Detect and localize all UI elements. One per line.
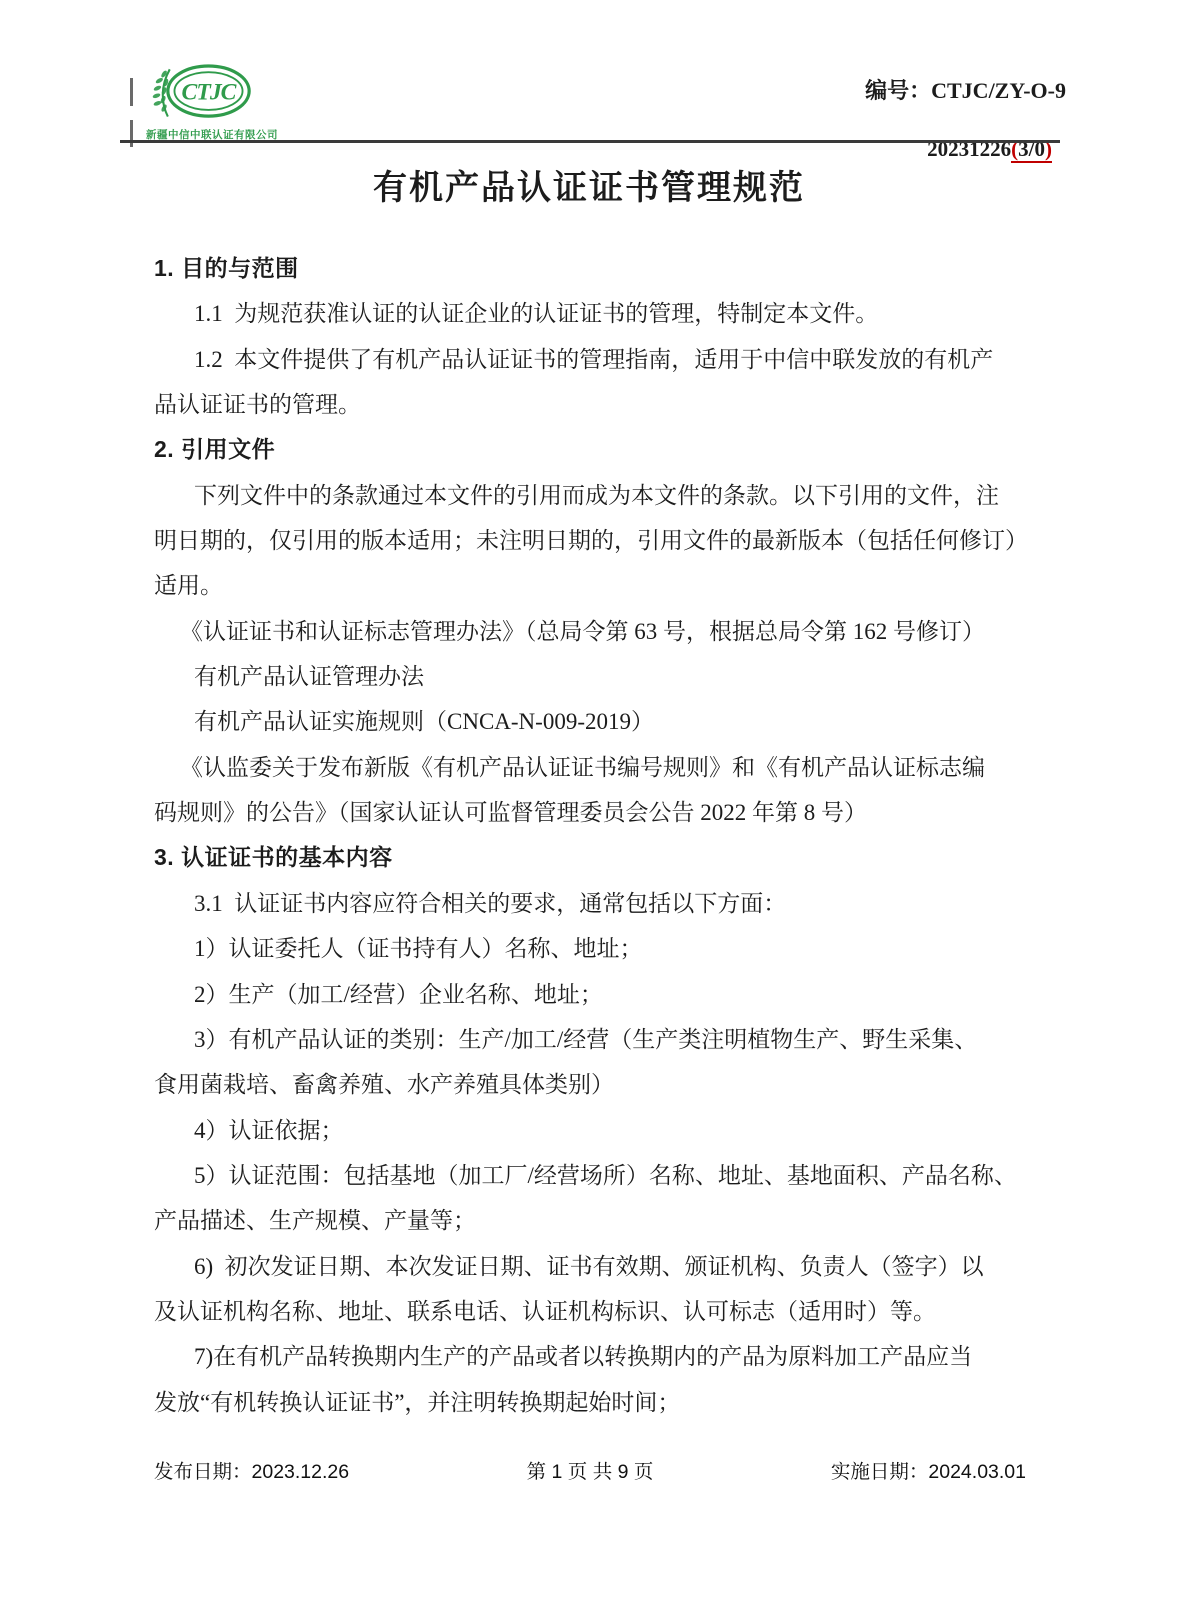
doc-number: 编号：CTJC/ZY-O-9: [865, 78, 1066, 103]
release-date: 发布日期：2023.12.26: [154, 1461, 350, 1483]
body-line: 发放“有机转换认证证书”，并注明转换期起始时间；: [154, 1389, 681, 1415]
page-title: 有机产品认证证书管理规范: [373, 170, 805, 207]
ctjc-logo-icon: [148, 60, 252, 124]
section-heading: 3. 认证证书的基本内容: [154, 844, 393, 871]
body-line: 有机产品认证实施规则（CNCA-N-009-2019）: [194, 709, 654, 735]
page-footer: [154, 1456, 1026, 1484]
body-line: 6) 初次发证日期、本次发证日期、证书有效期、颁证机构、负责人（签字）以: [194, 1253, 984, 1279]
body-line: 品认证证书的管理。: [154, 392, 361, 418]
body-line: 及认证机构名称、地址、联系电话、认证机构标识、认可标志（适用时）等。: [154, 1298, 936, 1324]
header-rule: [120, 140, 1060, 143]
body-line: 2）生产（加工/经营）企业名称、地址；: [194, 981, 603, 1007]
body-line: 3.1 认证证书内容应符合相关的要求，通常包括以下方面：: [194, 890, 787, 916]
implementation-date: 实施日期：2024.03.01: [830, 1461, 1026, 1483]
ctjc-logo: [148, 60, 252, 129]
version-revision: (3/0): [1011, 137, 1052, 161]
body-line: 明日期的，仅引用的版本适用；未注明日期的，引用文件的最新版本（包括任何修订）: [154, 528, 1028, 554]
version-date: 20231226: [927, 137, 1012, 161]
body-line: 《认证证书和认证标志管理办法》（总局令第 63 号，根据总局令第 162 号修订）: [180, 618, 985, 644]
body-line: 适用。: [154, 573, 223, 599]
body-line: 有机产品认证管理办法: [194, 664, 424, 690]
section-heading: 2. 引用文件: [154, 436, 276, 463]
body-line: 码规则》的公告》（国家认证认可监督管理委员会公告 2022 年第 8 号）: [154, 800, 867, 826]
section-heading: 1. 目的与范围: [154, 255, 299, 281]
body-line: 《认监委关于发布新版《有机产品认证证书编号规则》和《有机产品认证标志编: [180, 754, 985, 780]
company-name: 新疆中信中联认证有限公司: [146, 129, 278, 141]
body-line: 1.2 本文件提供了有机产品认证证书的管理指南，适用于中信中联发放的有机产: [194, 346, 994, 372]
body-line: 产品描述、生产规模、产量等；: [154, 1208, 476, 1234]
logo-acronym: CTJC: [181, 79, 236, 106]
body-line: 食用菌栽培、畜禽养殖、水产养殖具体类别）: [154, 1072, 614, 1098]
body-line: 1.1 为规范获准认证的认证企业的认证证书的管理，特制定本文件。: [194, 301, 879, 327]
page-number: 第 1 页 共 9 页: [526, 1461, 654, 1483]
document-body: [154, 246, 1040, 1425]
margin-mark: [130, 78, 133, 106]
body-line: 7)在有机产品转换期内生产的产品或者以转换期内的产品为原料加工产品应当: [194, 1344, 973, 1370]
body-line: 1）认证委托人（证书持有人）名称、地址；: [194, 936, 643, 962]
body-line: 4）认证依据；: [194, 1117, 344, 1143]
body-line: 下列文件中的条款通过本文件的引用而成为本文件的条款。以下引用的文件，注: [194, 482, 999, 508]
body-line: 3）有机产品认证的类别：生产/加工/经营（生产类注明植物生产、野生采集、: [194, 1026, 978, 1052]
body-line: 5）认证范围：包括基地（加工厂/经营场所）名称、地址、基地面积、产品名称、: [194, 1162, 1017, 1188]
